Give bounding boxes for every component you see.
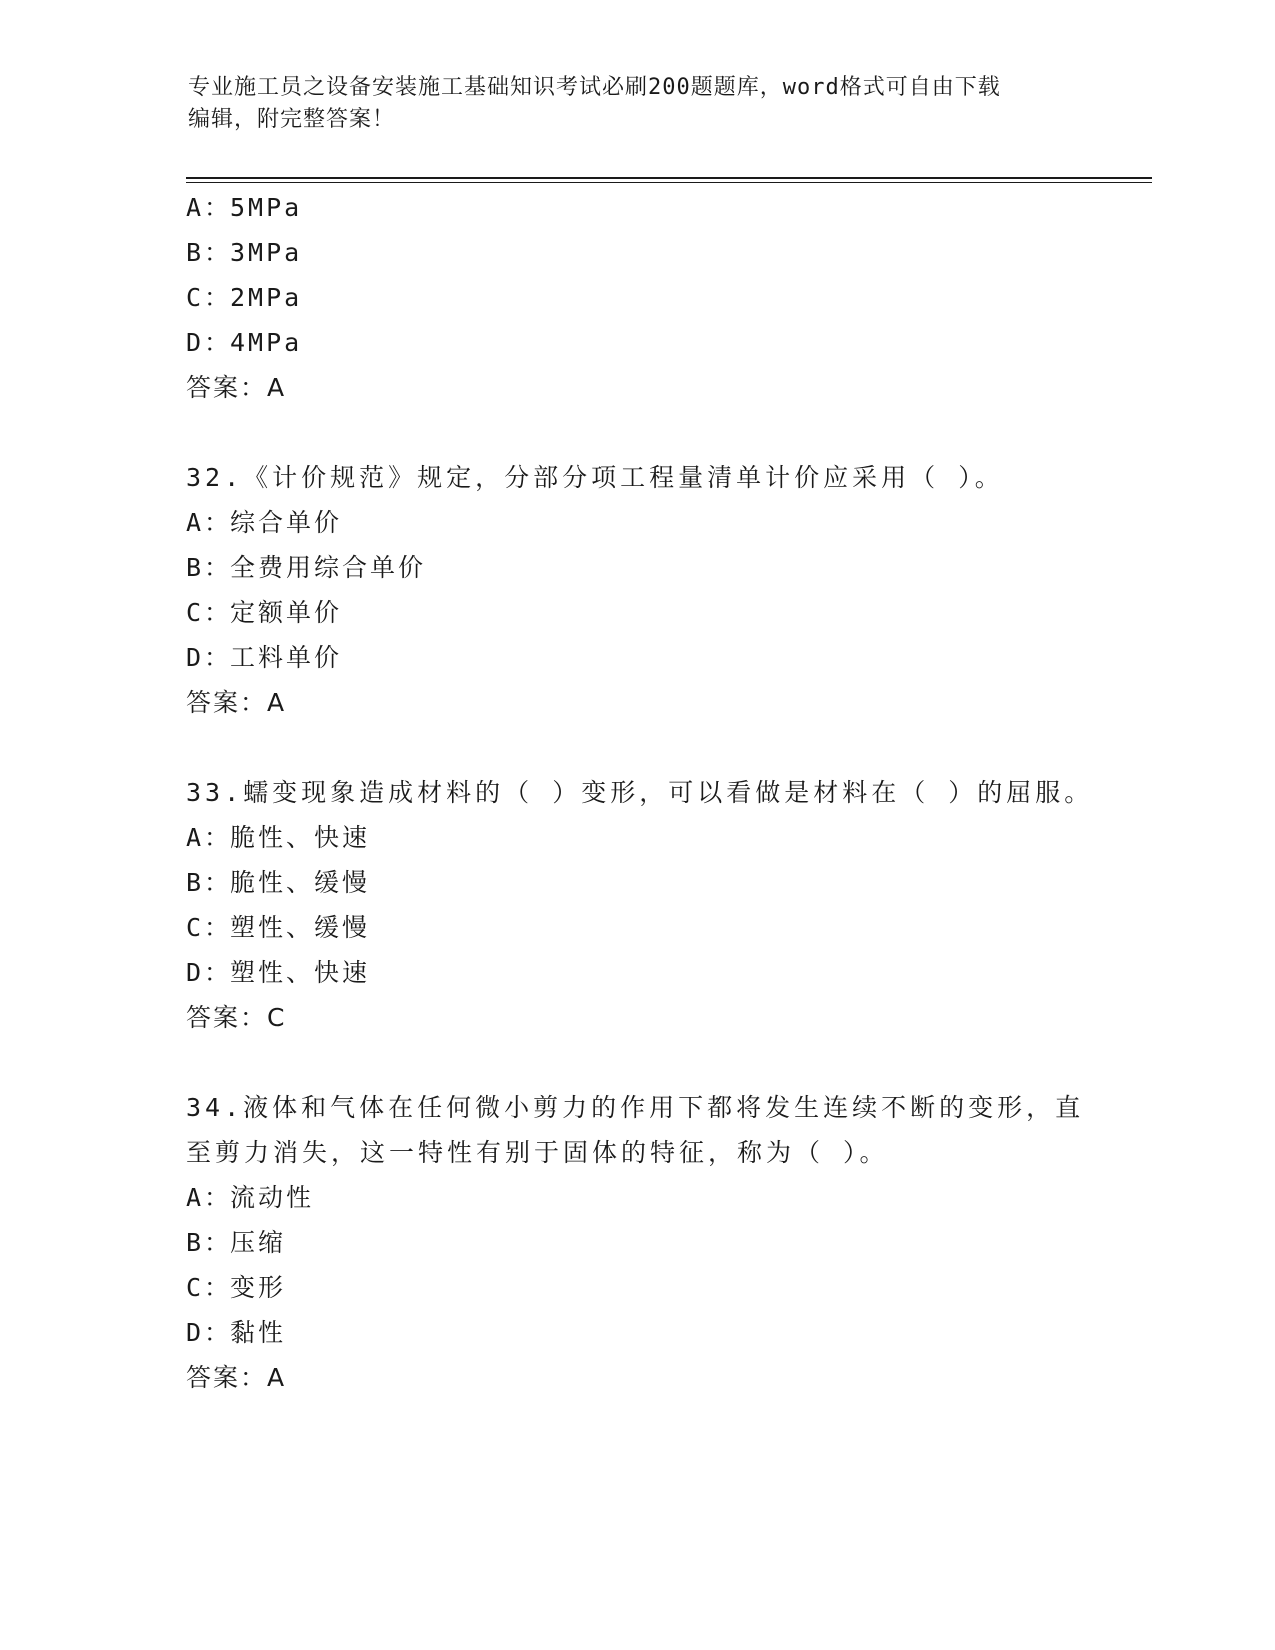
option-key: C： bbox=[186, 598, 233, 627]
option-text: 定额单价 bbox=[230, 598, 343, 627]
header-title-line-2: 编辑，附完整答案！ bbox=[188, 107, 396, 132]
option-key: A： bbox=[186, 193, 233, 222]
option-key: C： bbox=[186, 283, 233, 312]
option-text: 脆性、缓慢 bbox=[230, 868, 371, 897]
option-text: 塑性、缓慢 bbox=[230, 913, 371, 942]
option-key: B： bbox=[186, 238, 233, 267]
q34-option-b bbox=[186, 1227, 286, 1259]
q31-option-a bbox=[186, 192, 302, 224]
q34-question-line-2: 至剪力消失，这一特性有别于固体的特征，称为（ ）。 bbox=[186, 1138, 889, 1167]
option-key: D： bbox=[186, 328, 233, 357]
document-header bbox=[188, 72, 1088, 136]
q33-question: 33.蠕变现象造成材料的（ ）变形，可以看做是材料在（ ）的屈服。 bbox=[186, 778, 1094, 807]
q32-option-d bbox=[186, 642, 342, 674]
q32-question: 32.《计价规范》规定，分部分项工程量清单计价应采用（ ）。 bbox=[186, 463, 1004, 492]
option-key: B： bbox=[186, 1228, 233, 1257]
option-text: 综合单价 bbox=[230, 508, 343, 537]
header-title-line-1: 专业施工员之设备安装施工基础知识考试必刷200题题库，word格式可自由下载 bbox=[188, 75, 1001, 100]
q34-option-d bbox=[186, 1317, 286, 1349]
option-text: 5MPa bbox=[230, 193, 303, 222]
option-key: A： bbox=[186, 1183, 233, 1212]
q32-answer: 答案：A bbox=[186, 688, 287, 717]
option-text: 4MPa bbox=[230, 328, 303, 357]
option-text: 脆性、快速 bbox=[230, 823, 371, 852]
option-key: D： bbox=[186, 643, 233, 672]
q31-option-c bbox=[186, 282, 302, 314]
q31-option-d bbox=[186, 327, 302, 359]
option-key: B： bbox=[186, 553, 233, 582]
option-text: 3MPa bbox=[230, 238, 303, 267]
option-key: B： bbox=[186, 868, 233, 897]
q32-option-c bbox=[186, 597, 342, 629]
option-text: 2MPa bbox=[230, 283, 303, 312]
option-text: 黏性 bbox=[230, 1318, 287, 1347]
q33-option-a bbox=[186, 822, 370, 854]
option-text: 全费用综合单价 bbox=[230, 553, 427, 582]
q31-option-b bbox=[186, 237, 302, 269]
q32-option-a bbox=[186, 507, 342, 539]
option-key: C： bbox=[186, 1273, 233, 1302]
q33-option-b bbox=[186, 867, 370, 899]
option-key: A： bbox=[186, 823, 233, 852]
q34-option-c bbox=[186, 1272, 286, 1304]
option-key: D： bbox=[186, 1318, 233, 1347]
option-text: 流动性 bbox=[230, 1183, 315, 1212]
q34-answer: 答案：A bbox=[186, 1363, 287, 1392]
header-divider-thick bbox=[186, 177, 1152, 179]
q33-option-c bbox=[186, 912, 370, 944]
option-key: D： bbox=[186, 958, 233, 987]
q33-answer: 答案：C bbox=[186, 1003, 287, 1032]
q32-option-b bbox=[186, 552, 426, 584]
q31-answer: 答案：A bbox=[186, 373, 287, 402]
option-text: 变形 bbox=[230, 1273, 287, 1302]
option-text: 塑性、快速 bbox=[230, 958, 371, 987]
option-text: 压缩 bbox=[230, 1228, 287, 1257]
header-divider-thin bbox=[186, 182, 1152, 183]
q34-question-line-1: 34.液体和气体在任何微小剪力的作用下都将发生连续不断的变形，直 bbox=[186, 1093, 1085, 1122]
q34-option-a bbox=[186, 1182, 314, 1214]
option-key: C： bbox=[186, 913, 233, 942]
option-key: A： bbox=[186, 508, 233, 537]
option-text: 工料单价 bbox=[230, 643, 343, 672]
q33-option-d bbox=[186, 957, 370, 989]
